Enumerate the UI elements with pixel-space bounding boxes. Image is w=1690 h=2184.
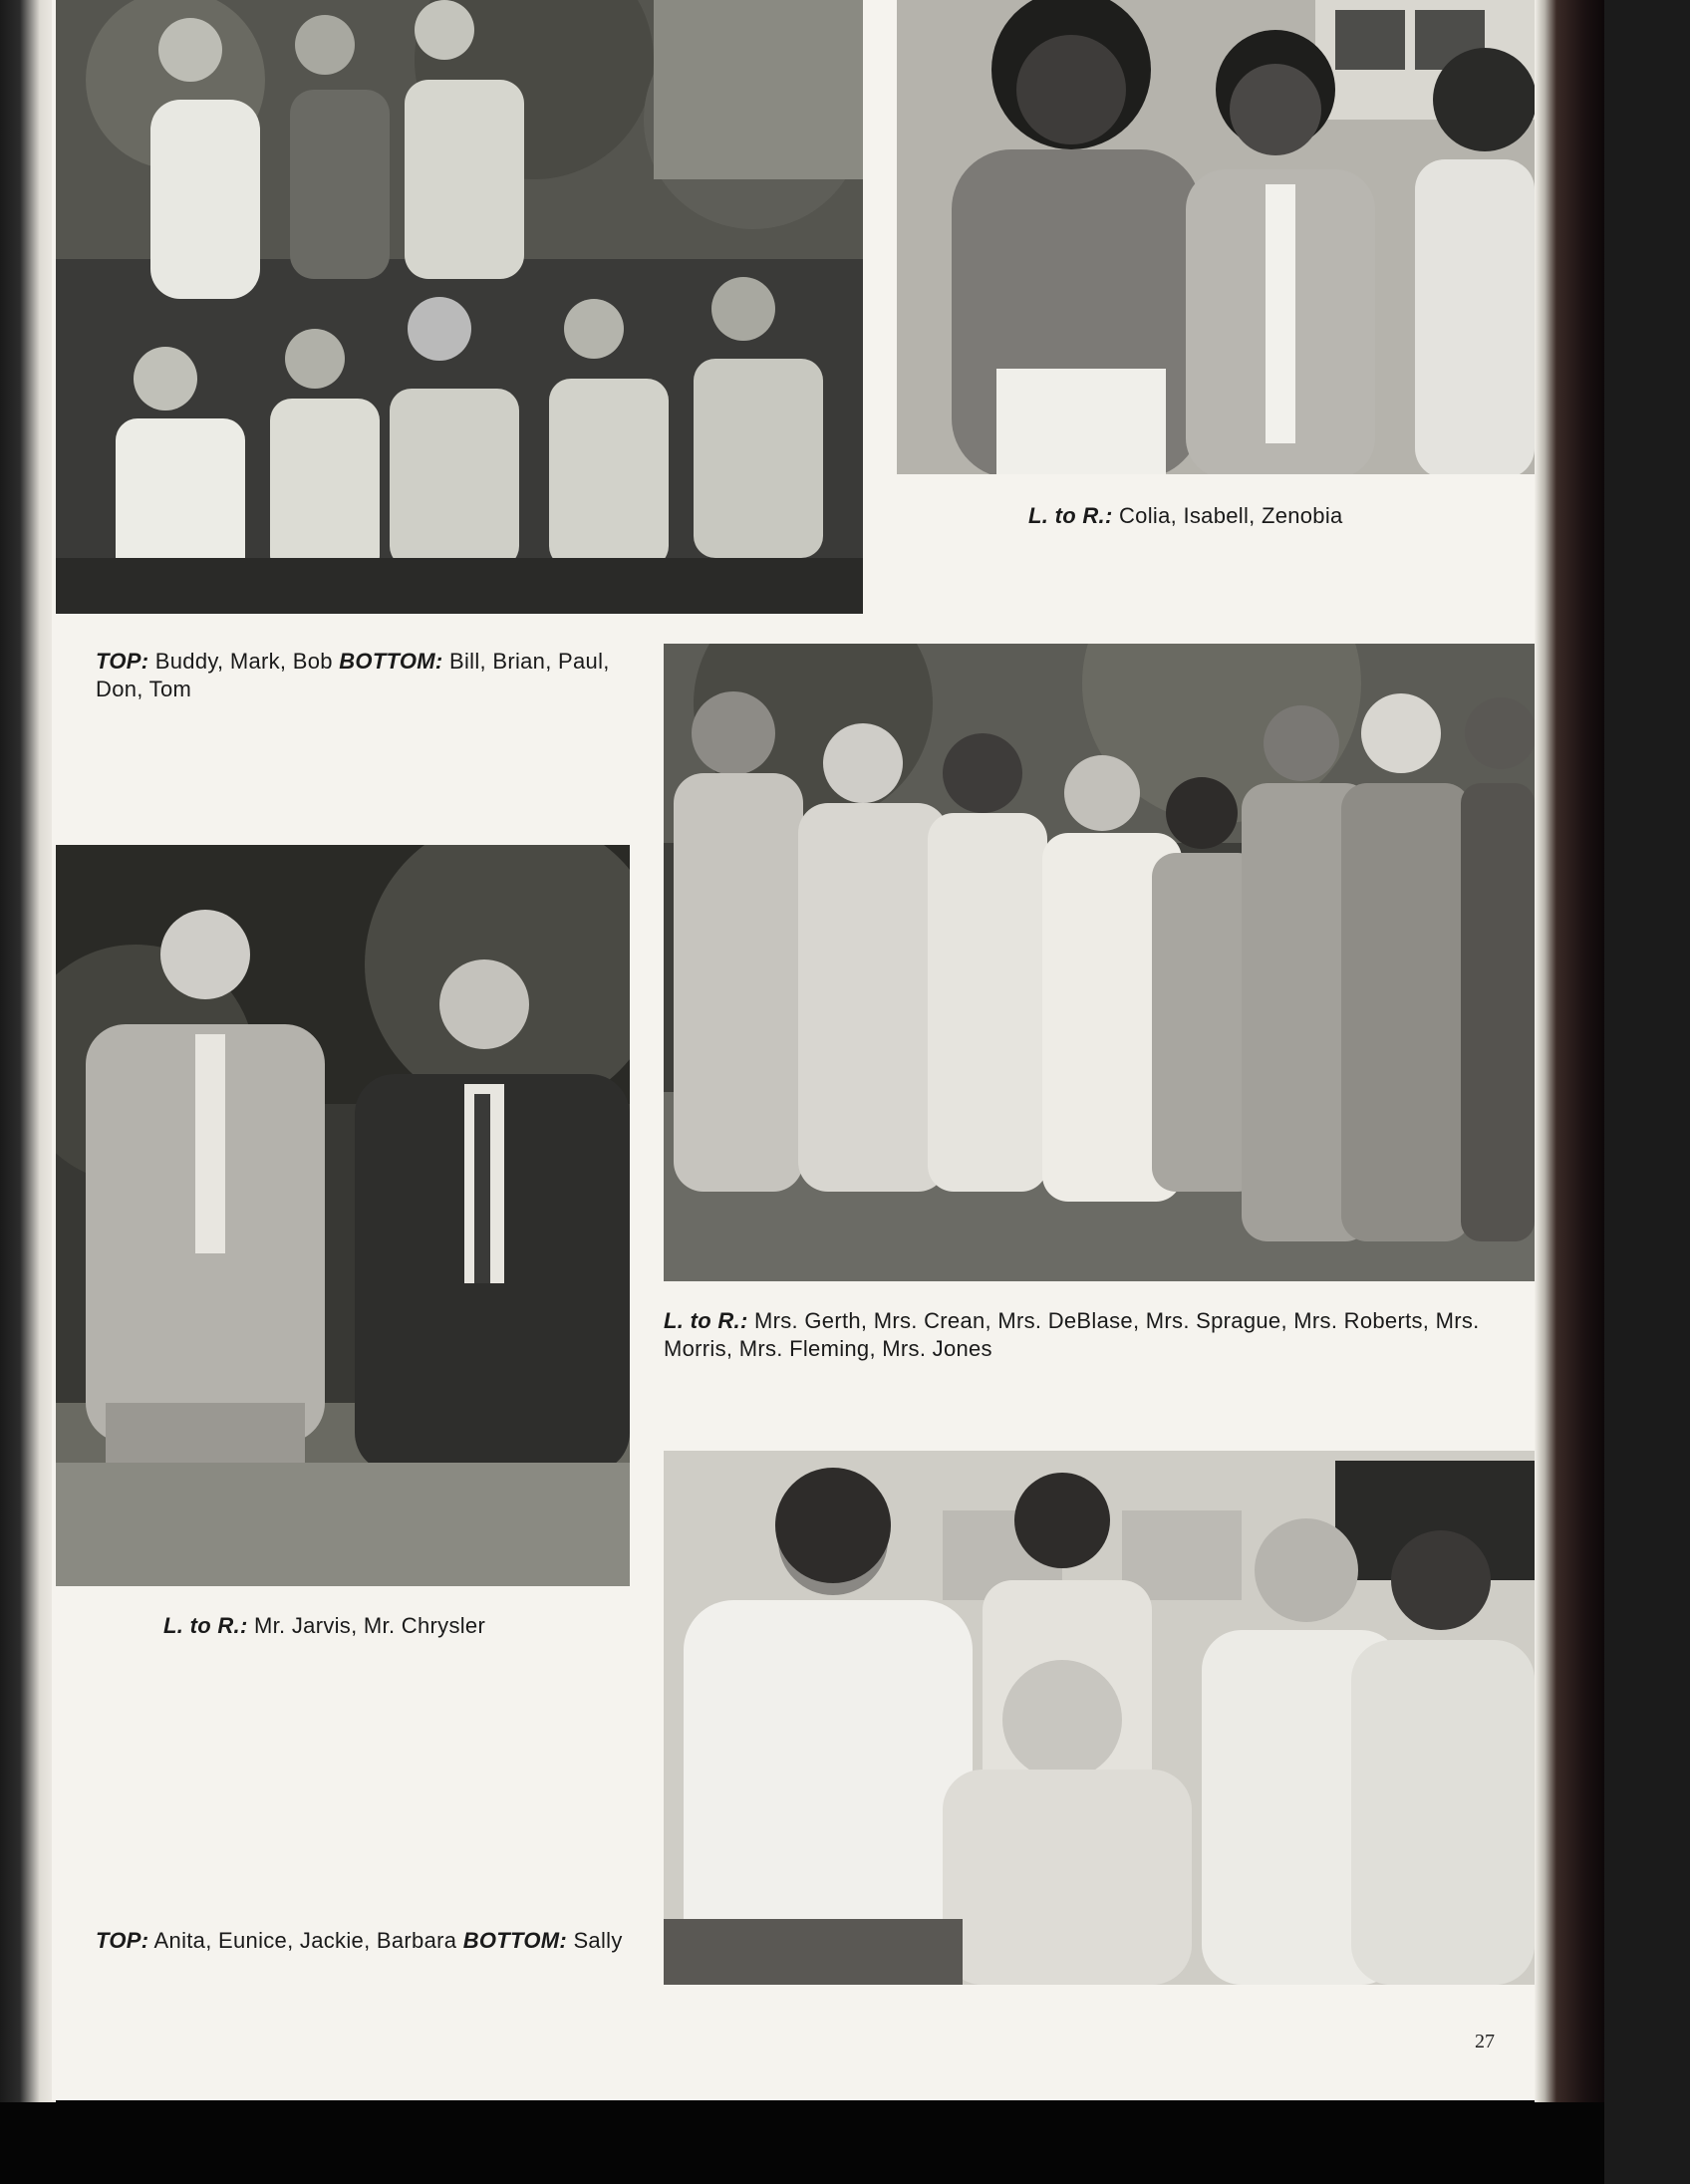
caption-lead-top: TOP: — [96, 1928, 149, 1953]
caption-names-bottom: Bill, Brian, Paul, Don, Tom — [96, 649, 610, 701]
photo-ladies-group — [664, 644, 1535, 1281]
caption-names-bottom: Sally — [567, 1928, 623, 1953]
caption-names-top: Buddy, Mark, Bob — [148, 649, 340, 674]
caption-lead: L. to R.: — [163, 1613, 248, 1638]
page-number: 27 — [1475, 2031, 1495, 2052]
background-right — [1604, 0, 1690, 2184]
caption-lead-bottom: BOTTOM: — [462, 1928, 568, 1953]
photo-maintenance-crew — [56, 0, 863, 614]
caption-lead: L. to R.: — [1028, 503, 1113, 528]
caption-lead: L. to R.: — [664, 1308, 748, 1333]
photo-housekeeping-image — [897, 0, 1535, 474]
photo-two-men — [56, 845, 630, 1586]
photo-two-men-image — [56, 845, 630, 1586]
caption-names: Mrs. Gerth, Mrs. Crean, Mrs. DeBlase, Mrs. Sprague, Mrs. Roberts, Mrs. Morris, Mrs. Fleming, Mrs. Jones — [664, 1308, 1480, 1361]
caption-housekeeping — [1028, 502, 1343, 530]
caption-two-men — [163, 1612, 485, 1640]
photo-housekeeping — [897, 0, 1535, 474]
photo-maintenance-crew-image — [56, 0, 863, 614]
caption-maintenance-crew — [96, 648, 654, 703]
caption-names-top: Anita, Eunice, Jackie, Barbara — [148, 1928, 463, 1953]
caption-lead-top: TOP: — [96, 649, 149, 674]
caption-ladies-group — [664, 1307, 1511, 1363]
photo-kitchen-staff-image — [664, 1451, 1535, 1985]
caption-kitchen-staff — [96, 1927, 634, 1955]
caption-names: Mr. Jarvis, Mr. Chrysler — [247, 1613, 486, 1638]
caption-lead-bottom: BOTTOM: — [339, 649, 443, 674]
photo-kitchen-staff — [664, 1451, 1535, 1985]
book-spine — [1535, 0, 1604, 2102]
photo-ladies-group-image — [664, 644, 1535, 1281]
caption-names: Colia, Isabell, Zenobia — [1112, 503, 1343, 528]
left-page-edge — [0, 0, 56, 2102]
